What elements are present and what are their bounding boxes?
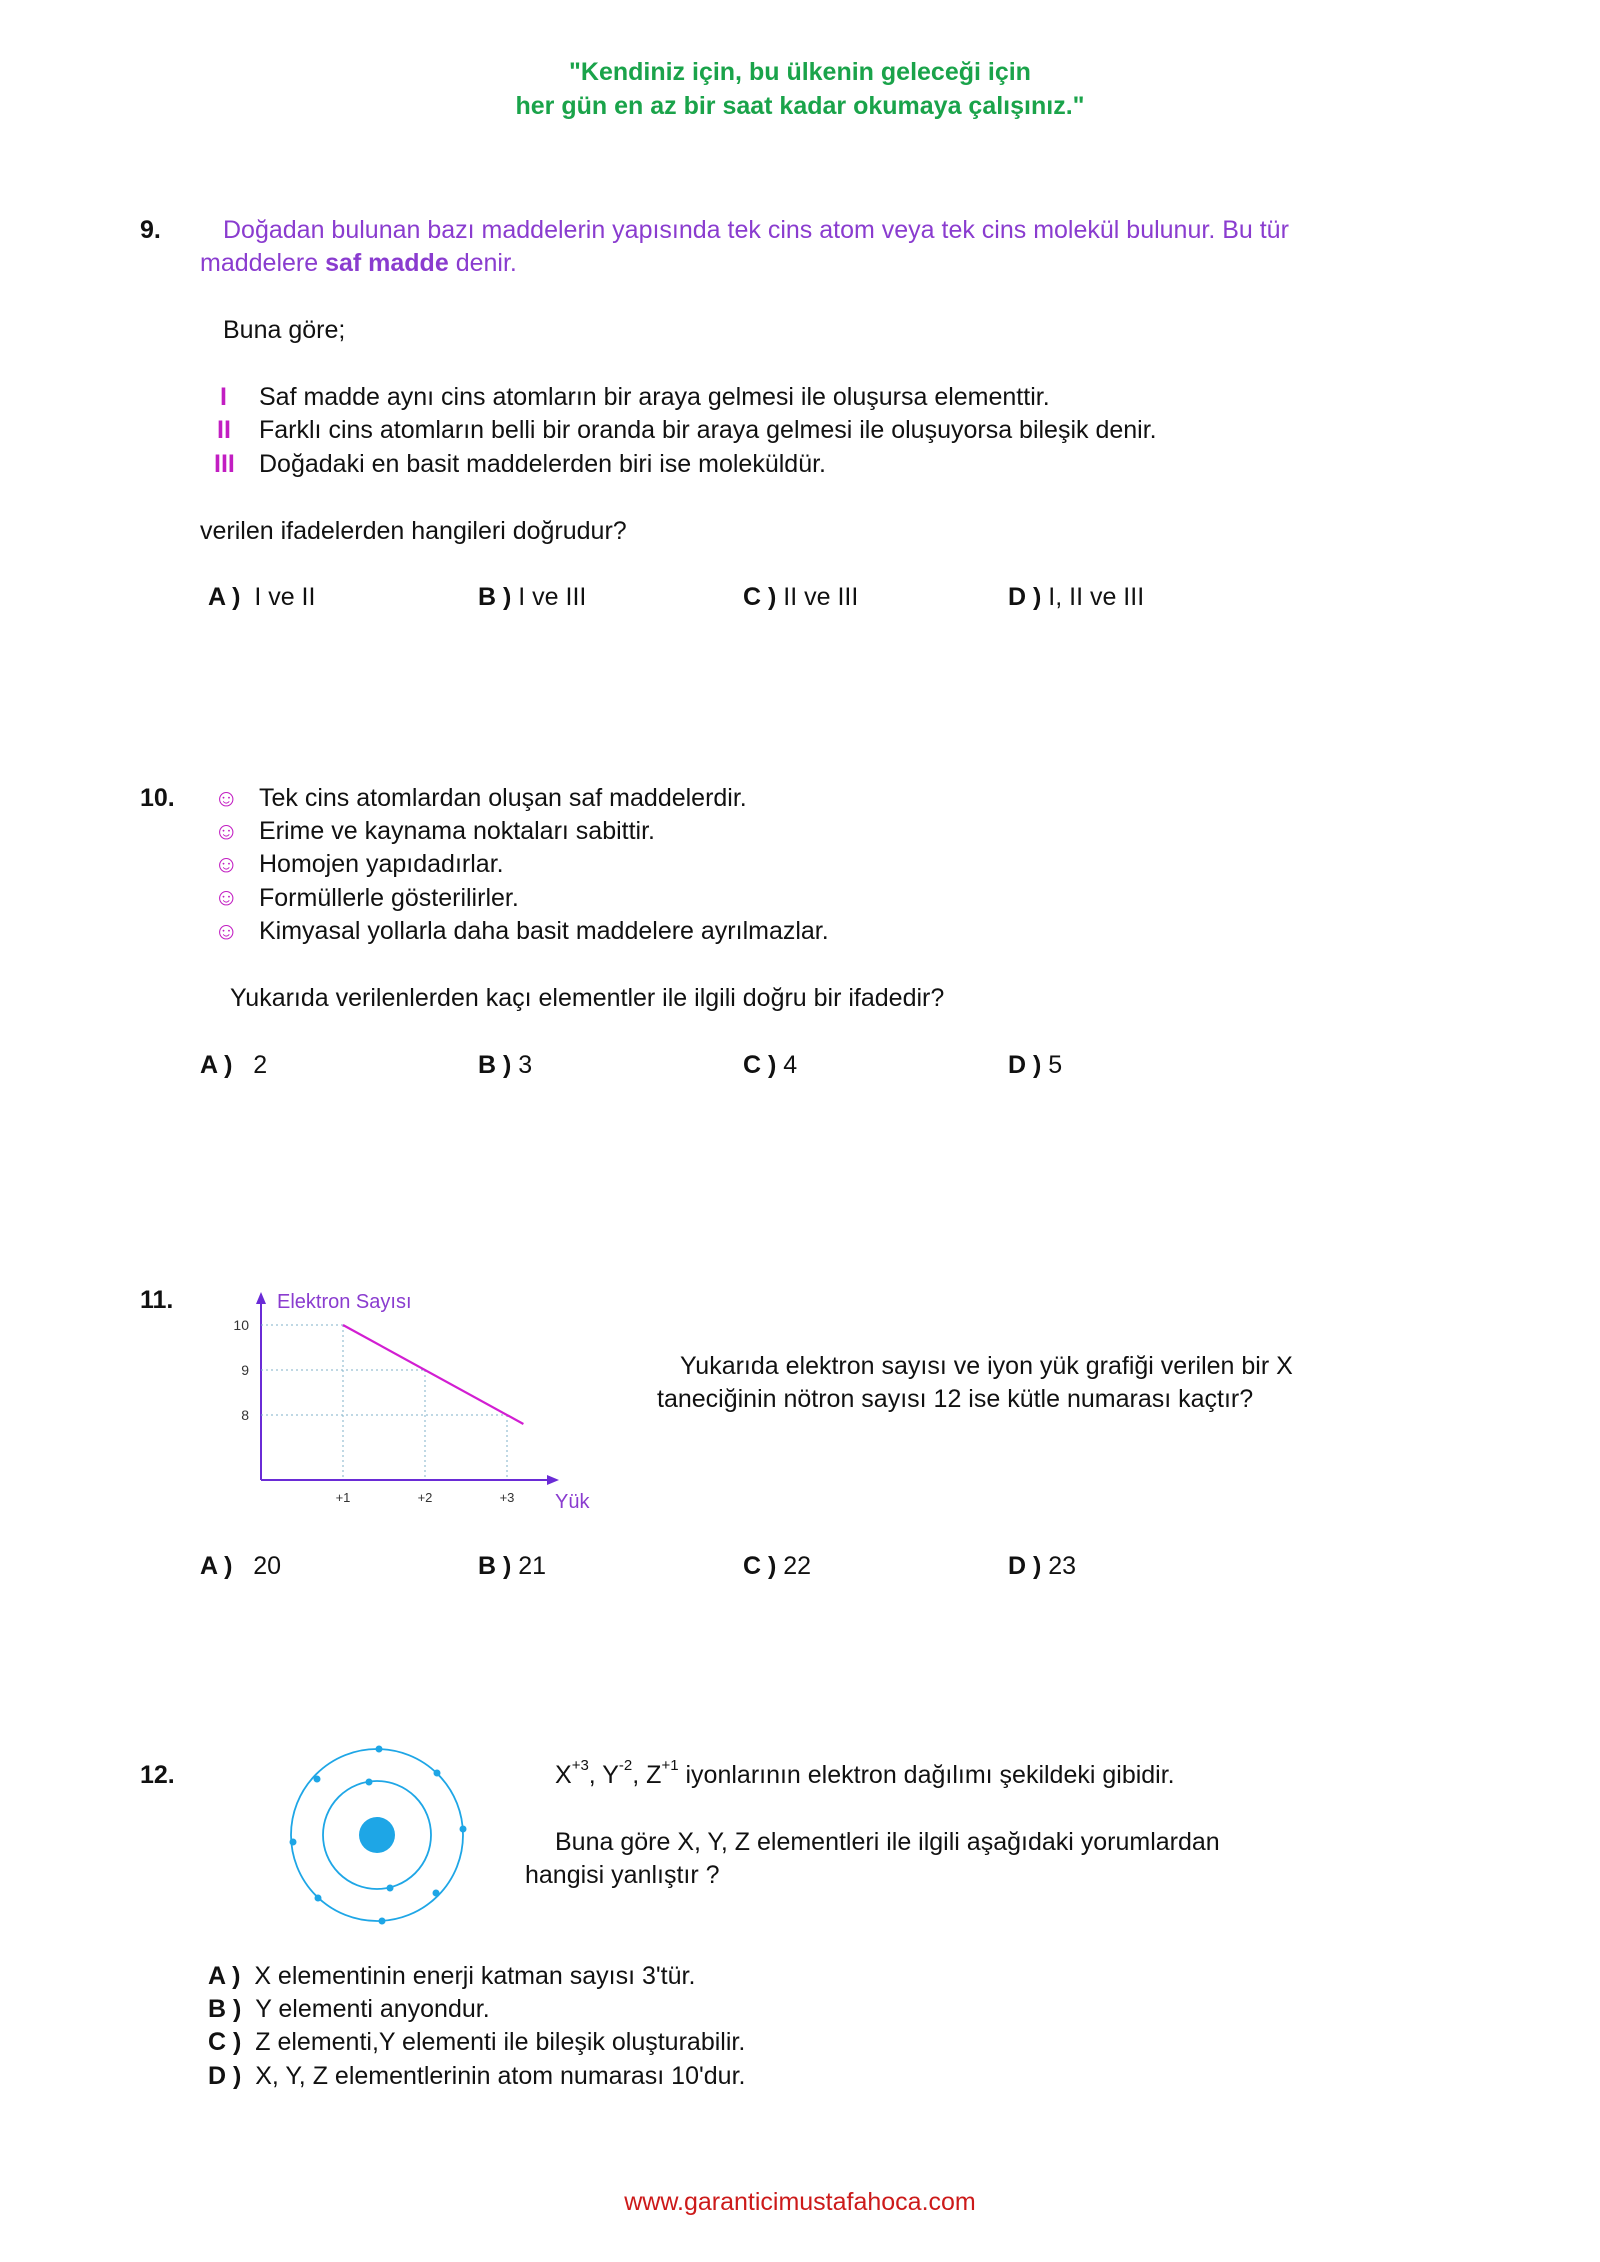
question-12-text-line-2: Buna göre X, Y, Z elementleri ile ilgili aşağıdaki yorumlardan — [555, 1828, 1220, 1856]
question-11-text-line-2: taneciğinin nötron sayısı 12 ise kütle numarası kaçtır? — [657, 1385, 1254, 1413]
statement-roman-ii: II — [217, 416, 231, 444]
question-10-number: 10. — [140, 784, 175, 812]
question-9-intro-text-a: maddelere — [200, 249, 326, 277]
electron-charge-chart — [225, 1280, 605, 1520]
ions-tail-text: iyonlarının elektron dağılımı şekildeki gibidir. — [678, 1761, 1175, 1789]
electron — [460, 1826, 467, 1833]
ion-y: , Y — [588, 1761, 619, 1789]
question-12-option-d[interactable] — [208, 2062, 745, 2091]
question-12-option-a[interactable] — [208, 1962, 695, 1991]
option-letter: A ) — [200, 1552, 233, 1580]
question-9-intro-line-1: Doğadan bulunan bazı maddelerin yapısında tek cins atom veya tek cins molekül bulunur. Bu tür — [223, 216, 1289, 244]
question-9-intro-line-2 — [200, 249, 517, 278]
question-11-option-b[interactable] — [478, 1552, 546, 1581]
smiley-icon: ☺ — [214, 884, 239, 911]
question-9-option-c[interactable] — [743, 583, 858, 612]
question-9-number: 9. — [140, 216, 161, 244]
option-text: 5 — [1048, 1051, 1063, 1079]
statement-text-ii: Farklı cins atomların belli bir oranda bir araya gelmesi ile oluşuyorsa bileşik denir. — [259, 416, 1157, 444]
electron — [434, 1770, 441, 1777]
option-text: I ve III — [518, 583, 587, 611]
statement-roman-i: I — [220, 383, 227, 411]
option-letter: B ) — [478, 1051, 512, 1079]
question-12-ions-line — [555, 1757, 1175, 1790]
electron — [376, 1746, 383, 1753]
option-letter: B ) — [478, 583, 512, 611]
question-9-prompt: verilen ifadelerden hangileri doğrudur? — [200, 517, 627, 545]
option-letter: C ) — [743, 583, 777, 611]
option-letter: C ) — [743, 1051, 777, 1079]
smiley-icon: ☺ — [214, 851, 239, 878]
electron — [314, 1776, 321, 1783]
header-quote-line-1: "Kendiniz için, bu ülkenin geleceği için — [569, 58, 1031, 86]
x-tick-label: +1 — [335, 1490, 351, 1505]
option-letter: D ) — [208, 2062, 242, 2090]
question-10-item-2: Erime ve kaynama noktaları sabittir. — [259, 817, 655, 845]
statement-text-iii: Doğadaki en basit maddelerden biri ise moleküldür. — [259, 450, 826, 478]
x-tick-label: +3 — [499, 1490, 515, 1505]
header-quote-line-2: her gün en az bir saat kadar okumaya çalışınız." — [515, 92, 1085, 120]
statement-roman-iii: III — [214, 450, 235, 478]
option-text: I, II ve III — [1048, 583, 1145, 611]
option-text: 20 — [253, 1552, 282, 1580]
question-11-option-d[interactable] — [1008, 1552, 1076, 1581]
question-11-option-a[interactable] — [200, 1552, 281, 1581]
option-letter: A ) — [208, 1962, 241, 1990]
option-text: 4 — [783, 1051, 798, 1079]
question-10-prompt: Yukarıda verilenlerden kaçı elementler ile ilgili doğru bir ifadedir? — [230, 984, 945, 1012]
ion-x: X — [555, 1761, 572, 1789]
option-letter: C ) — [743, 1552, 777, 1580]
option-text: X, Y, Z elementlerinin atom numarası 10'dur. — [255, 2062, 746, 2090]
electron-shell-diagram — [280, 1745, 480, 1930]
question-10-item-5: Kimyasal yollarla daha basit maddelere ayrılmazlar. — [259, 917, 829, 945]
option-letter: D ) — [1008, 1051, 1042, 1079]
y-axis-label: Elektron Sayısı — [277, 1291, 412, 1313]
option-text: 2 — [253, 1051, 268, 1079]
question-10-item-1: Tek cins atomlardan oluşan saf maddelerdir. — [259, 784, 747, 812]
ion-z: , Z — [632, 1761, 662, 1789]
question-12-option-b[interactable] — [208, 1995, 490, 2024]
option-text: 23 — [1048, 1552, 1077, 1580]
electron — [379, 1918, 386, 1925]
option-letter: B ) — [208, 1995, 242, 2023]
question-11-option-c[interactable] — [743, 1552, 811, 1581]
option-text: 21 — [518, 1552, 547, 1580]
smiley-icon: ☺ — [214, 818, 239, 845]
question-10-option-a[interactable] — [200, 1051, 267, 1080]
smiley-icon: ☺ — [214, 785, 239, 812]
option-letter: D ) — [1008, 583, 1042, 611]
ion-y-charge: -2 — [618, 1757, 633, 1774]
question-12-option-c[interactable] — [208, 2028, 745, 2057]
electron — [290, 1839, 297, 1846]
question-9-lead: Buna göre; — [223, 316, 346, 344]
option-text: 3 — [518, 1051, 533, 1079]
question-11-text-line-1: Yukarıda elektron sayısı ve iyon yük grafiği verilen bir X — [680, 1352, 1293, 1380]
option-letter: A ) — [200, 1051, 233, 1079]
electron — [387, 1885, 394, 1892]
y-tick-label: 8 — [241, 1407, 249, 1423]
question-9-saf-madde: saf madde — [325, 249, 449, 277]
option-text: 22 — [783, 1552, 812, 1580]
option-text: Y elementi anyondur. — [255, 1995, 490, 2023]
question-11-number: 11. — [140, 1286, 174, 1314]
option-text: X elementinin enerji katman sayısı 3'tür. — [254, 1962, 696, 1990]
question-9-intro-text-b: denir. — [448, 249, 517, 277]
smiley-icon: ☺ — [214, 918, 239, 945]
option-letter: B ) — [478, 1552, 512, 1580]
question-10-option-d[interactable] — [1008, 1051, 1062, 1080]
nucleus — [359, 1817, 395, 1853]
question-10-item-3: Homojen yapıdadırlar. — [259, 850, 504, 878]
series-line — [343, 1325, 523, 1424]
electron — [433, 1890, 440, 1897]
footer-website-link[interactable]: www.garanticimustafahoca.com — [624, 2188, 976, 2216]
question-10-option-c[interactable] — [743, 1051, 797, 1080]
question-10-option-b[interactable] — [478, 1051, 532, 1080]
option-letter: C ) — [208, 2028, 242, 2056]
option-letter: A ) — [208, 583, 241, 611]
question-10-item-4: Formüllerle gösterilirler. — [259, 884, 519, 912]
y-axis-arrow-icon — [256, 1292, 266, 1304]
option-letter: D ) — [1008, 1552, 1042, 1580]
question-12-text-line-3: hangisi yanlıştır ? — [525, 1861, 720, 1889]
ion-z-charge: +1 — [661, 1757, 679, 1774]
y-tick-label: 9 — [241, 1362, 249, 1378]
statement-text-i: Saf madde aynı cins atomların bir araya gelmesi ile oluşursa elementtir. — [259, 383, 1050, 411]
option-text: I ve II — [254, 583, 316, 611]
option-text: II ve III — [783, 583, 859, 611]
question-12-number: 12. — [140, 1761, 175, 1789]
question-9-option-b[interactable] — [478, 583, 586, 612]
electron — [315, 1895, 322, 1902]
x-axis-label: Yük — [555, 1491, 590, 1513]
question-9-option-a[interactable] — [208, 583, 315, 612]
x-tick-label: +2 — [417, 1490, 433, 1505]
question-9-option-d[interactable] — [1008, 583, 1144, 612]
option-text: Z elementi,Y elementi ile bileşik oluşturabilir. — [255, 2028, 746, 2056]
ion-x-charge: +3 — [571, 1757, 589, 1774]
electron — [366, 1779, 373, 1786]
x-axis-arrow-icon — [547, 1475, 559, 1485]
y-tick-label: 10 — [233, 1317, 249, 1333]
